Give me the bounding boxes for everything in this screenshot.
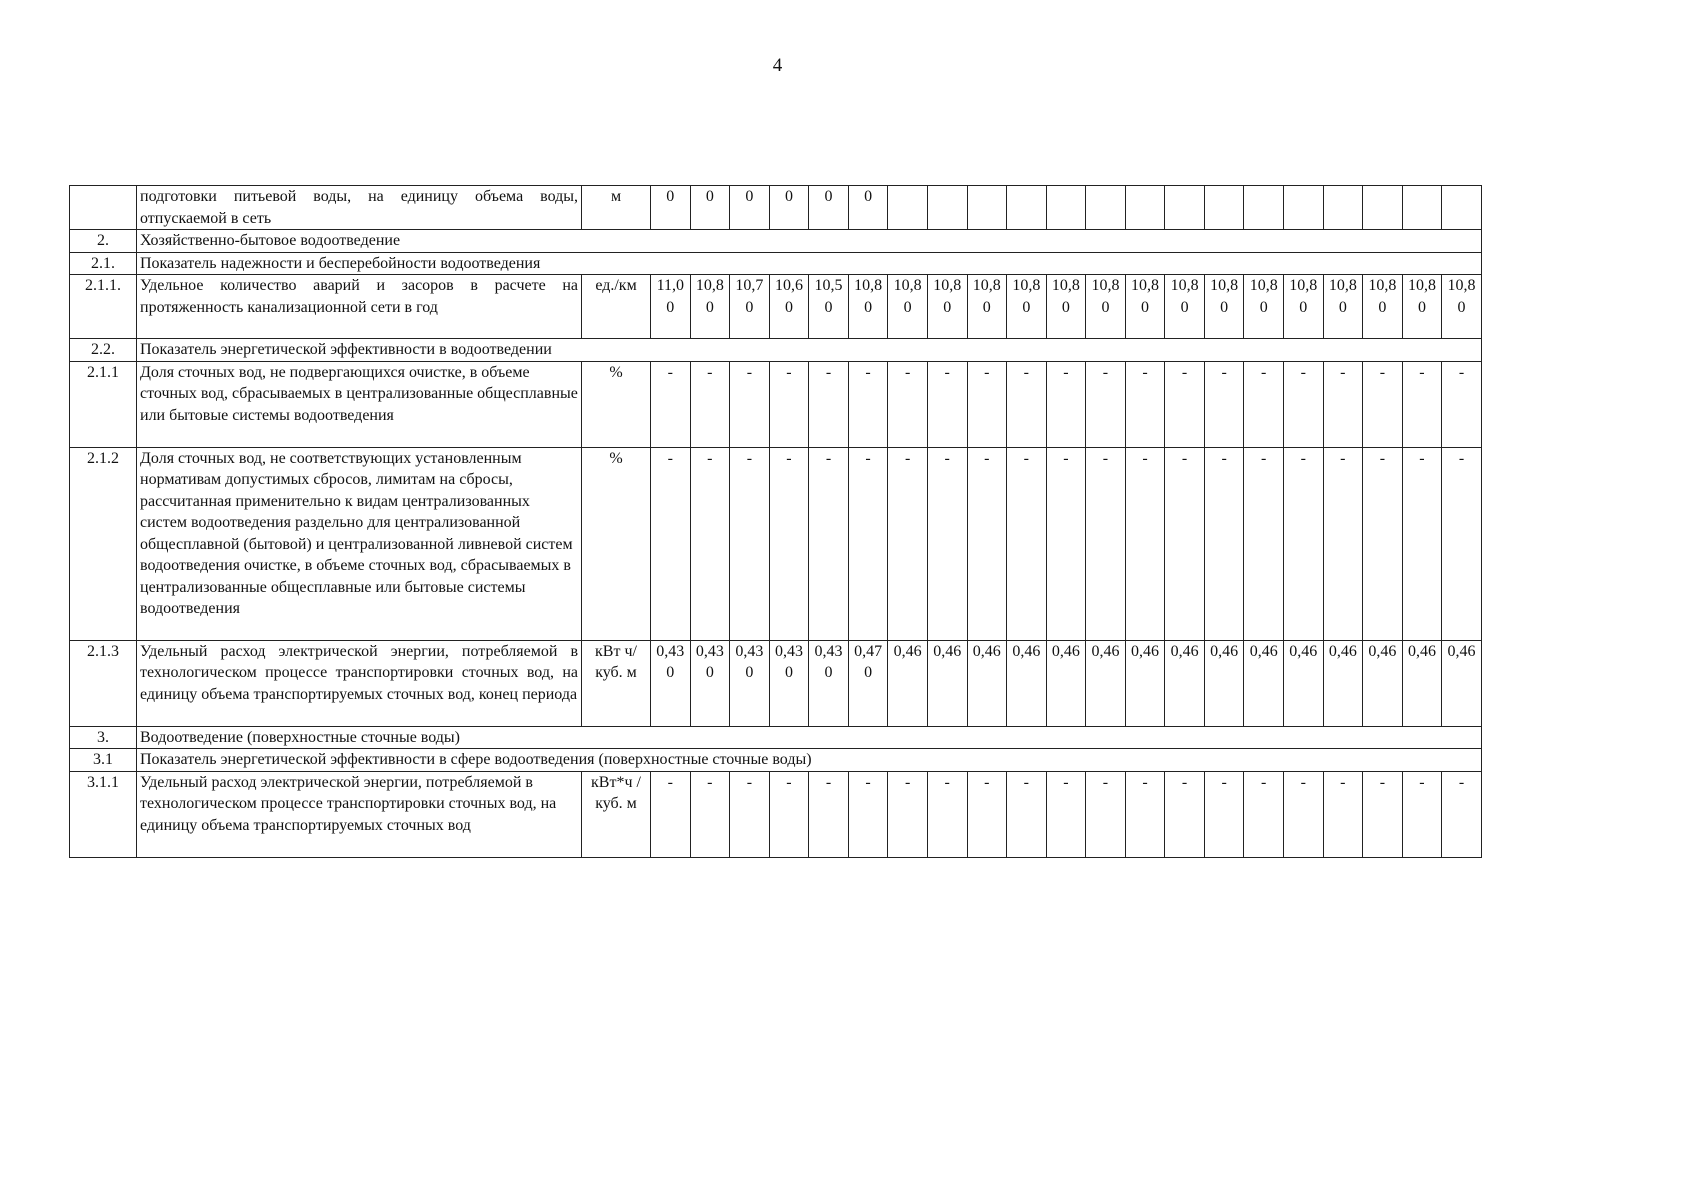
value-cell: 0,430 [769,640,809,726]
value-cell: - [1046,447,1086,640]
value-cell: - [927,771,967,857]
value-cell: - [1442,447,1482,640]
value-cell: - [1402,771,1442,857]
value-cell: - [888,361,928,447]
value-cell: - [809,361,849,447]
value-cell: - [769,361,809,447]
value-cell [1442,186,1482,230]
value-cell: 10,80 [1284,275,1324,339]
unit-cell: м [582,186,651,230]
table-row [70,447,1482,640]
row-number-cell: 2.1.1 [70,361,137,447]
value-cell: 10,80 [1165,275,1205,339]
unit-cell: ед./км [582,275,651,339]
indicator-description-cell: Удельное количество аварий и засоров в расчете на протяженность канализационной сети в год [137,275,582,339]
section-row [70,339,1482,362]
section-row [70,726,1482,749]
value-cell [1402,186,1442,230]
value-cell: - [1125,447,1165,640]
value-cell: - [1046,771,1086,857]
value-cell: - [1125,361,1165,447]
value-cell: 11,00 [651,275,691,339]
value-cell: 10,80 [1125,275,1165,339]
table-row [70,361,1482,447]
value-cell: 10,80 [967,275,1007,339]
value-cell: - [651,361,691,447]
section-title-cell: Водоотведение (поверхностные сточные воды) [137,726,1482,749]
value-cell: 10,50 [809,275,849,339]
value-cell: 0,46 [1086,640,1126,726]
value-cell: 0 [809,186,849,230]
value-cell [1363,186,1403,230]
indicator-description-cell: Доля сточных вод, не соответствующих установленным нормативам допустимых сбросов, лимитам на сбросы, рассчитанная применительно к видам централизованных систем водоотведения раздельно для централизованной общесплавной (бытовой) и централизованной ливневой систем водоотведения очистке, в объеме сточных вод, сбрасываемых в централизованные общесплавные или бытовые системы водоотведения [137,447,582,640]
value-cell: 0,46 [1323,640,1363,726]
value-cell: 10,80 [1402,275,1442,339]
value-cell: 0,46 [1204,640,1244,726]
value-cell: - [1007,447,1047,640]
value-cell: 0,430 [730,640,770,726]
value-cell: - [809,771,849,857]
value-cell: - [1204,361,1244,447]
table-row [70,771,1482,857]
value-cell: - [888,771,928,857]
indicator-description-cell: Доля сточных вод, не подвергающихся очистке, в объеме сточных вод, сбрасываемых в централизованные общесплавные или бытовые системы водоотведения [137,361,582,447]
value-cell: 10,80 [888,275,928,339]
value-cell: - [1204,771,1244,857]
value-cell: 10,80 [1086,275,1126,339]
value-cell: - [967,771,1007,857]
section-title-cell: Показатель энергетической эффективности в водоотведении [137,339,1482,362]
value-cell [1125,186,1165,230]
value-cell: - [1165,447,1205,640]
value-cell: 10,80 [1007,275,1047,339]
value-cell: - [848,361,888,447]
value-cell: 10,80 [1323,275,1363,339]
value-cell [1086,186,1126,230]
value-cell: - [1244,447,1284,640]
indicator-description-cell: подготовки питьевой воды, на единицу объема воды, отпускаемой в сеть [137,186,582,230]
value-cell: - [769,447,809,640]
value-cell: - [927,361,967,447]
value-cell: - [1125,771,1165,857]
value-cell: - [1244,361,1284,447]
section-row [70,252,1482,275]
section-title-cell: Хозяйственно-бытовое водоотведение [137,230,1482,253]
value-cell: 0,470 [848,640,888,726]
value-cell: 0,46 [927,640,967,726]
indicator-description-cell: Удельный расход электрической энергии, потребляемой в технологическом процессе транспортировки сточных вод, на единицу объема транспортируемых сточных вод, конец периода [137,640,582,726]
value-cell: 10,80 [848,275,888,339]
row-number-cell [70,186,137,230]
table-row [70,275,1482,339]
value-cell: - [1086,361,1126,447]
value-cell: 0 [848,186,888,230]
value-cell [967,186,1007,230]
value-cell: - [1323,771,1363,857]
unit-cell: % [582,361,651,447]
value-cell: 0 [730,186,770,230]
value-cell: - [1284,771,1324,857]
value-cell: - [927,447,967,640]
value-cell: 10,80 [1204,275,1244,339]
value-cell: - [809,447,849,640]
value-cell: - [1442,771,1482,857]
value-cell: 0,46 [1244,640,1284,726]
table-row [70,640,1482,726]
value-cell [1323,186,1363,230]
value-cell: 0,430 [690,640,730,726]
row-number-cell: 2.2. [70,339,137,362]
value-cell: - [1442,361,1482,447]
unit-cell: кВт*ч /куб. м [582,771,651,857]
value-cell: - [1284,361,1324,447]
row-number-cell: 2.1.1. [70,275,137,339]
value-cell: 10,80 [1363,275,1403,339]
value-cell: - [1007,361,1047,447]
value-cell [1284,186,1324,230]
value-cell: - [651,771,691,857]
value-cell: - [1007,771,1047,857]
value-cell [1204,186,1244,230]
value-cell: - [1323,361,1363,447]
value-cell [927,186,967,230]
section-title-cell: Показатель энергетической эффективности в сфере водоотведения (поверхностные сточные воды) [137,749,1482,772]
value-cell: 0,46 [1402,640,1442,726]
value-cell: - [1284,447,1324,640]
row-number-cell: 2. [70,230,137,253]
row-number-cell: 2.1.3 [70,640,137,726]
table-row [70,186,1482,230]
value-cell: - [769,771,809,857]
row-number-cell: 2.1. [70,252,137,275]
value-cell: 0,46 [1165,640,1205,726]
row-number-cell: 2.1.2 [70,447,137,640]
value-cell [1007,186,1047,230]
indicator-description-cell: Удельный расход электрической энергии, потребляемой в технологическом процессе транспортировки сточных вод, на единицу объема транспортируемых сточных вод [137,771,582,857]
value-cell: - [1086,447,1126,640]
value-cell: 0,46 [1284,640,1324,726]
value-cell: - [1165,771,1205,857]
value-cell: - [848,447,888,640]
value-cell: 0 [690,186,730,230]
value-cell: 10,80 [927,275,967,339]
value-cell [1165,186,1205,230]
value-cell: - [651,447,691,640]
row-number-cell: 3.1.1 [70,771,137,857]
value-cell: - [690,361,730,447]
value-cell [888,186,928,230]
value-cell: - [1363,771,1403,857]
value-cell: 10,70 [730,275,770,339]
row-number-cell: 3. [70,726,137,749]
value-cell: - [1046,361,1086,447]
value-cell: - [730,771,770,857]
value-cell: - [1323,447,1363,640]
section-row [70,230,1482,253]
value-cell: - [1402,447,1442,640]
value-cell: 0,430 [809,640,849,726]
section-row [70,749,1482,772]
value-cell: - [690,771,730,857]
value-cell: 0,46 [888,640,928,726]
value-cell: 10,80 [1442,275,1482,339]
unit-cell: % [582,447,651,640]
value-cell: - [1165,361,1205,447]
value-cell: - [1086,771,1126,857]
value-cell: 0 [651,186,691,230]
value-cell: - [1363,447,1403,640]
value-cell: - [848,771,888,857]
value-cell: - [967,447,1007,640]
value-cell: 0,46 [1125,640,1165,726]
value-cell: 0 [769,186,809,230]
unit-cell: кВт ч/ куб. м [582,640,651,726]
value-cell: 10,80 [1046,275,1086,339]
value-cell: - [1204,447,1244,640]
row-number-cell: 3.1 [70,749,137,772]
value-cell: 10,80 [1244,275,1284,339]
value-cell: - [967,361,1007,447]
value-cell [1046,186,1086,230]
value-cell: - [1363,361,1403,447]
value-cell: 10,80 [690,275,730,339]
value-cell: - [1402,361,1442,447]
value-cell: 0,430 [651,640,691,726]
value-cell: - [730,447,770,640]
value-cell: - [1244,771,1284,857]
value-cell: 10,60 [769,275,809,339]
value-cell: 0,46 [967,640,1007,726]
value-cell: 0,46 [1442,640,1482,726]
value-cell: 0,46 [1363,640,1403,726]
value-cell: - [730,361,770,447]
value-cell: 0,46 [1007,640,1047,726]
value-cell: - [690,447,730,640]
section-title-cell: Показатель надежности и бесперебойности водоотведения [137,252,1482,275]
value-cell [1244,186,1284,230]
value-cell: - [888,447,928,640]
page-number: 4 [772,55,783,76]
indicator-table [69,185,1482,858]
value-cell: 0,46 [1046,640,1086,726]
